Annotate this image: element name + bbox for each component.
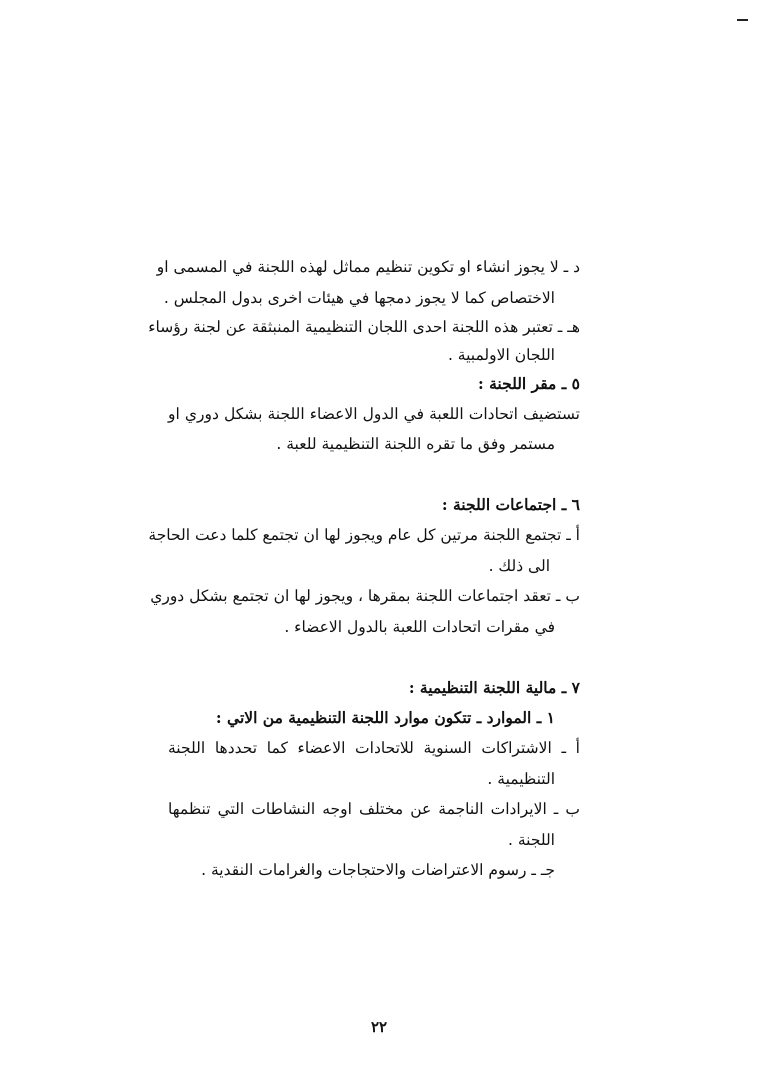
page-number: ٢٢ — [370, 1018, 388, 1036]
section-7-heading: ٧ ـ مالية اللجنة التنظيمية : — [408, 678, 580, 697]
page-mark — [737, 19, 748, 21]
section-6-a-line-2: الى ذلك . — [488, 557, 550, 575]
section-7-resources-heading: ١ ـ الموارد ـ تتكون موارد اللجنة التنظيمية من الاتي : — [215, 708, 555, 727]
section-5-line-1: تستضيف اتحادات اللعبة في الدول الاعضاء اللجنة بشكل دوري او — [168, 405, 580, 423]
clause-h-line-2: اللجان الاولمبية . — [447, 346, 555, 364]
section-6-heading: ٦ ـ اجتماعات اللجنة : — [441, 495, 580, 514]
section-5-line-2: مستمر وفق ما تقره اللجنة التنظيمية للعبة . — [276, 435, 555, 453]
clause-d-line-1: د ـ لا يجوز انشاء او تكوين تنظيم مماثل لهذه اللجنة في المسمى او — [156, 258, 580, 276]
section-7-a-line-2: التنظيمية . — [487, 770, 555, 788]
section-6-b-line-2: في مقرات اتحادات اللعبة بالدول الاعضاء . — [284, 618, 555, 636]
clause-d-line-2: الاختصاص كما لا يجوز دمجها في هيئات اخرى بدول المجلس . — [163, 289, 555, 307]
section-7-a-line-1: أ ـ الاشتراكات السنوية للاتحادات الاعضاء كما تحددها اللجنة — [168, 739, 580, 757]
section-7-c-line: جـ ـ رسوم الاعتراضات والاحتجاجات والغرامات النقدية . — [201, 861, 555, 879]
section-7-b-line-1: ب ـ الايرادات الناجمة عن مختلف اوجه النشاطات التي تنظمها — [168, 800, 580, 818]
section-5-heading: ٥ ـ مقر اللجنة : — [477, 374, 580, 393]
clause-h-line-1: هـ ـ تعتبر هذه اللجنة احدى اللجان التنظيمية المنبثقة عن لجنة رؤساء — [148, 318, 580, 336]
section-6-a-line-1: أ ـ تجتمع اللجنة مرتين كل عام ويجوز لها ان تجتمع كلما دعت الحاجة — [148, 526, 580, 544]
section-7-b-line-2: اللجنة . — [507, 831, 555, 849]
section-6-b-line-1: ب ـ تعقد اجتماعات اللجنة بمقرها ، ويجوز لها ان تجتمع بشكل دوري — [150, 587, 580, 605]
